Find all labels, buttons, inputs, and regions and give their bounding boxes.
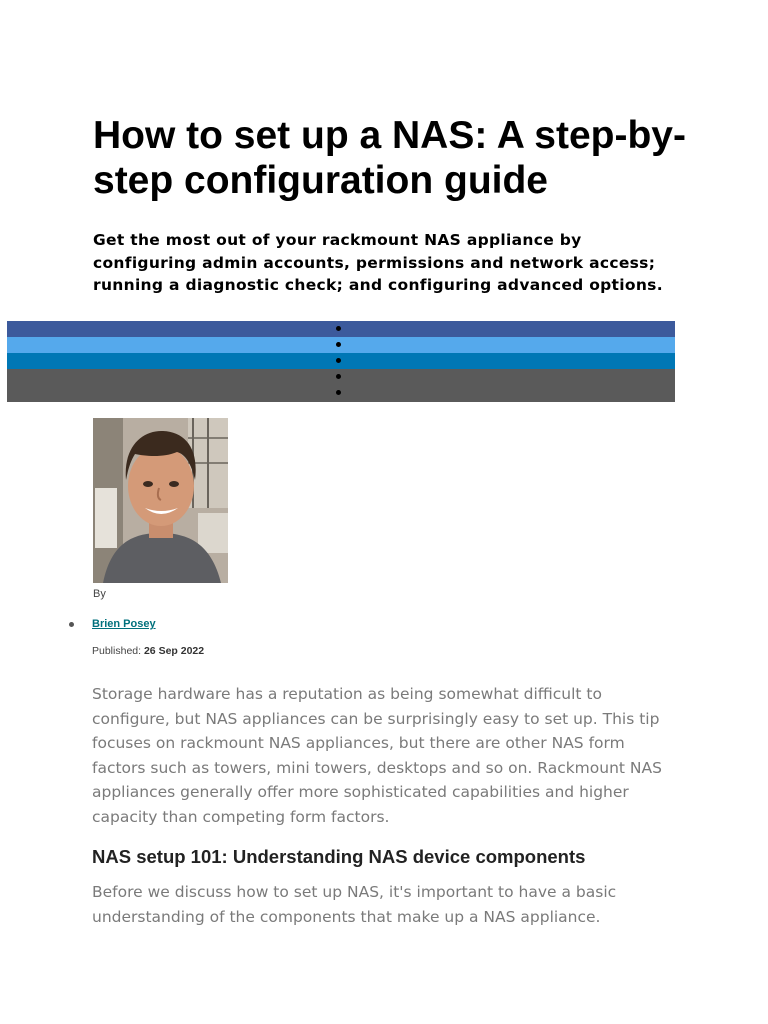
banner-band-4[interactable] xyxy=(7,369,675,402)
author-photo xyxy=(93,418,228,583)
banner-band-1[interactable] xyxy=(7,321,675,337)
byline-label: By xyxy=(93,588,106,600)
list-bullet-icon xyxy=(69,622,74,627)
article-title: How to set up a NAS: A step-by-step configuration guide xyxy=(93,114,686,202)
published-date: 26 Sep 2022 xyxy=(143,645,205,657)
share-banner xyxy=(7,321,675,402)
published-label: Published: xyxy=(92,645,142,657)
article-subtitle: Get the most out of your rackmount NAS appliance by configuring admin accounts, permissions and network access; running a diagnostic check; and configuring advanced options. xyxy=(93,231,663,294)
bullet-dot-icon xyxy=(336,390,341,395)
banner-band-3[interactable] xyxy=(7,353,675,369)
banner-band-2[interactable] xyxy=(7,337,675,353)
bullet-dot-icon xyxy=(336,358,341,363)
body-paragraph: Before we discuss how to set up NAS, it's important to have a basic understanding of the components that make up a NAS appliance. xyxy=(92,883,617,926)
section-heading: NAS setup 101: Understanding NAS device components xyxy=(92,846,586,867)
published-info xyxy=(92,645,204,657)
bullet-dot-icon xyxy=(336,374,341,379)
author-link[interactable]: Brien Posey xyxy=(92,618,156,630)
intro-paragraph: Storage hardware has a reputation as being somewhat difficult to configure, but NAS appliances can be surprisingly easy to set up. This tip focuses on rackmount NAS appliances, but there are other NAS form factors such as towers, mini towers, desktops and so on. Rackmount NAS appliances generally offer more sophisticated capabilities and higher capacity than competing form factors. xyxy=(92,685,662,826)
bullet-dot-icon xyxy=(336,342,341,347)
bullet-dot-icon xyxy=(336,326,341,331)
